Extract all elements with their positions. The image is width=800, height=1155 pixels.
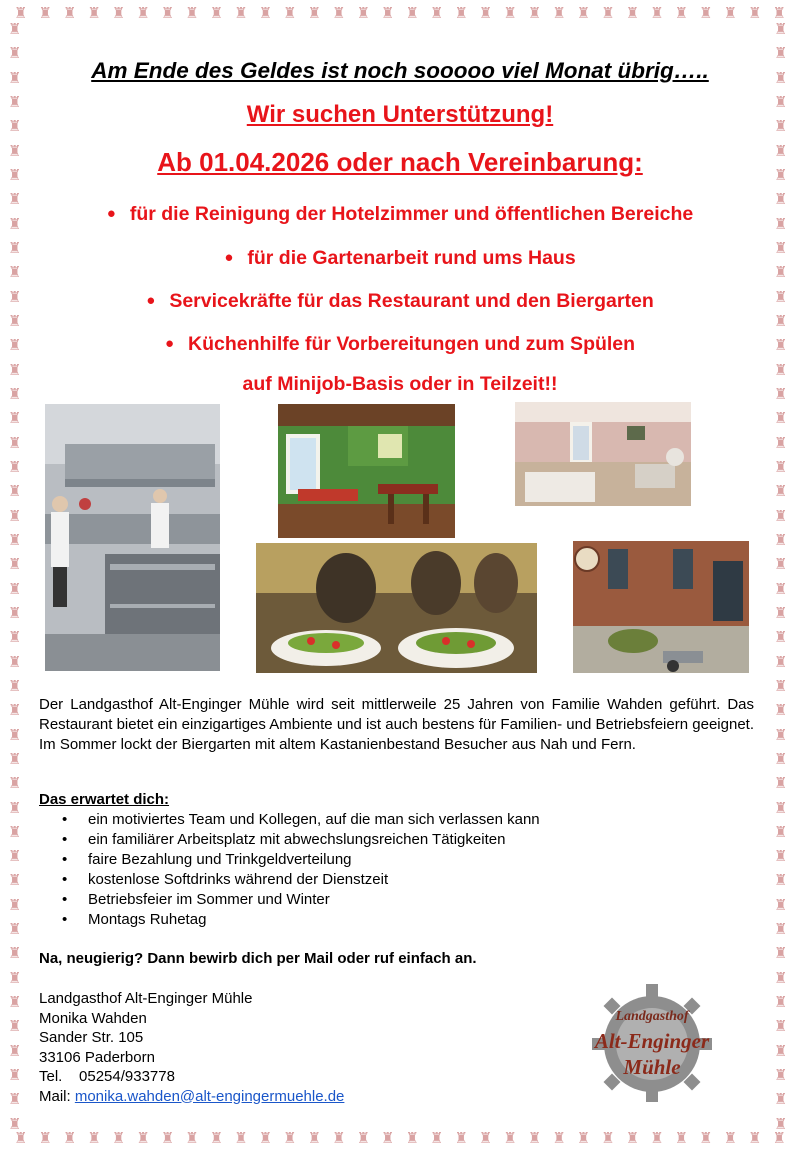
chef-icon: ♜ [774, 994, 788, 1012]
chef-icon: ♜ [8, 580, 22, 598]
job-item-label: für die Reinigung der Hotelzimmer und öffentlichen Bereiche [129, 203, 694, 225]
chef-icon: ♜ [503, 6, 517, 22]
chef-icon: ♜ [774, 799, 788, 817]
chef-icon: ♜ [774, 531, 788, 549]
job-item [30, 290, 770, 313]
chef-icon: ♜ [8, 22, 22, 38]
chef-icon: ♜ [136, 1131, 150, 1147]
chef-icon: ♜ [774, 896, 788, 914]
contact-block [39, 989, 344, 1106]
chef-icon: ♜ [774, 93, 788, 111]
chef-icon: ♜ [478, 1131, 493, 1147]
chef-icon: ♜ [723, 6, 738, 22]
chef-icon: ♜ [774, 823, 788, 841]
benefits-heading: Das erwartet dich: [39, 791, 170, 808]
chef-icon: ♜ [454, 1131, 468, 1147]
job-item-label: für die Gartenarbeit rund ums Haus [247, 247, 576, 269]
building-exterior-photo [573, 541, 749, 673]
logo-line2: Alt-Enginger [594, 1029, 710, 1053]
chef-icon: ♜ [283, 1131, 297, 1147]
chef-icon: ♜ [699, 1131, 713, 1147]
chef-icon: ♜ [8, 1018, 22, 1036]
bullet-icon: ● [146, 292, 156, 309]
chef-icon: ♜ [234, 1131, 248, 1147]
chef-icon: ♜ [674, 6, 689, 22]
chef-icon: ♜ [8, 531, 22, 549]
hotel-room-photo [515, 402, 691, 506]
chef-icon: ♜ [774, 1067, 788, 1085]
chef-icon: ♜ [8, 775, 22, 793]
chef-icon: ♜ [8, 337, 22, 355]
chef-icon: ♜ [160, 6, 175, 22]
chef-icon: ♜ [576, 1131, 591, 1147]
chef-icon: ♜ [356, 6, 371, 22]
chef-icon: ♜ [8, 799, 22, 817]
chef-icon: ♜ [774, 580, 788, 598]
chef-icon: ♜ [38, 1131, 52, 1147]
contact-mail [39, 1087, 344, 1107]
chef-icon: ♜ [185, 1131, 199, 1147]
chef-icon: ♜ [8, 604, 22, 622]
chef-icon: ♜ [774, 726, 788, 744]
job-item-label: Servicekräfte für das Restaurant und den Biergarten [169, 290, 654, 312]
chef-icon: ♜ [62, 6, 77, 22]
chef-icon: ♜ [8, 239, 22, 257]
chef-icon: ♜ [8, 1115, 22, 1132]
chef-icon: ♜ [774, 385, 788, 403]
benefit-item: • ein motiviertes Team und Kollegen, auf die man sich verlassen kann [62, 810, 540, 830]
chef-icon: ♜ [8, 848, 22, 866]
chef-icon: ♜ [774, 166, 788, 184]
chef-icon: ♜ [405, 1131, 419, 1147]
chef-icon: ♜ [748, 6, 762, 22]
benefit-item: • Betriebsfeier im Sommer und Winter [62, 890, 540, 910]
chef-icon: ♜ [527, 6, 542, 22]
chef-icon: ♜ [601, 1131, 615, 1147]
chef-icon: ♜ [8, 1091, 22, 1109]
decorative-border-right [774, 22, 792, 1132]
start-date-heading: Ab 01.04.2026 oder nach Vereinbarung: [157, 147, 643, 177]
chef-icon: ♜ [774, 410, 788, 428]
chef-icon: ♜ [8, 458, 22, 476]
chef-icon: ♜ [8, 896, 22, 914]
chef-icon: ♜ [772, 1131, 786, 1147]
chef-icon: ♜ [8, 750, 22, 768]
decorative-border-bottom [14, 1131, 786, 1149]
chef-icon: ♜ [774, 604, 788, 622]
phone-label: Tel. [39, 1068, 63, 1085]
contact-city: 33106 Paderborn [39, 1048, 155, 1066]
chef-icon: ♜ [8, 166, 22, 184]
chef-icon: ♜ [381, 6, 395, 22]
chef-icon: ♜ [87, 1131, 101, 1147]
chef-icon: ♜ [111, 1131, 126, 1147]
chef-icon: ♜ [650, 6, 664, 22]
intro-paragraph: Der Landgasthof Alt-Enginger Mühle wird seit mittlerweile 25 Jahren von Familie Wahden geführt. Das Restaurant bietet ein einzigartiges Ambiente und ist auch bestens für Familien- und Betriebsfeiern geeignet. Im Sommer lockt der Biergarten mit altem Kastanienbestand Besucher aus Nah und Fern. [39, 696, 754, 753]
chef-icon: ♜ [8, 191, 22, 209]
chef-icon: ♜ [8, 653, 22, 671]
chef-icon: ♜ [429, 6, 444, 22]
chef-icon: ♜ [674, 1131, 689, 1147]
chef-icon: ♜ [8, 410, 22, 428]
chef-icon: ♜ [774, 118, 788, 136]
chef-icon: ♜ [8, 994, 22, 1012]
chef-icon: ♜ [209, 1131, 224, 1147]
chef-icon: ♜ [405, 6, 419, 22]
chef-icon: ♜ [552, 6, 566, 22]
chef-icon: ♜ [87, 6, 101, 22]
mail-link[interactable]: monika.wahden@alt-engingermuehle.de [74, 1087, 345, 1105]
chef-icon: ♜ [8, 823, 22, 841]
contact-phone [39, 1067, 344, 1087]
chef-icon: ♜ [774, 215, 788, 233]
chef-icon: ♜ [774, 312, 788, 330]
chef-icon: ♜ [8, 507, 22, 525]
chef-icon: ♜ [258, 6, 273, 22]
chef-icon: ♜ [356, 1131, 371, 1147]
chef-icon: ♜ [8, 726, 22, 744]
chef-icon: ♜ [8, 556, 22, 574]
job-item [30, 333, 770, 356]
chef-icon: ♜ [8, 312, 22, 330]
chef-icon: ♜ [774, 191, 788, 209]
chef-icon: ♜ [699, 6, 713, 22]
chef-icon: ♜ [160, 1131, 175, 1147]
chef-icon: ♜ [258, 1131, 273, 1147]
chef-icon: ♜ [774, 629, 788, 647]
chef-icon: ♜ [8, 629, 22, 647]
chef-icon: ♜ [8, 434, 22, 452]
chef-icon: ♜ [38, 6, 52, 22]
phone-number: 05254/933778 [79, 1068, 175, 1085]
chef-icon: ♜ [14, 1131, 28, 1147]
chef-icon: ♜ [723, 1131, 738, 1147]
chef-icon: ♜ [307, 6, 322, 22]
bullet-icon: ● [224, 249, 234, 266]
chef-icon: ♜ [552, 1131, 566, 1147]
chef-icon: ♜ [8, 677, 22, 695]
chef-icon: ♜ [774, 69, 788, 87]
chef-icon: ♜ [332, 6, 346, 22]
chef-icon: ♜ [503, 1131, 517, 1147]
logo-line1: Landgasthof [615, 1009, 689, 1024]
chef-icon: ♜ [209, 6, 224, 22]
chef-icon: ♜ [8, 483, 22, 501]
job-item-label: Küchenhilfe für Vorbereitungen und zum Spülen [188, 333, 636, 355]
chef-icon: ♜ [774, 458, 788, 476]
benefit-item: • ein familiärer Arbeitsplatz mit abwechslungsreichen Tätigkeiten [62, 830, 540, 850]
chef-icon: ♜ [307, 1131, 322, 1147]
chef-icon: ♜ [8, 69, 22, 87]
employment-basis: auf Minijob-Basis oder in Teilzeit!! [242, 373, 558, 395]
chef-icon: ♜ [381, 1131, 395, 1147]
chef-icon: ♜ [774, 872, 788, 890]
chef-icon: ♜ [8, 921, 22, 939]
mail-label: Mail: [39, 1087, 71, 1105]
chef-icon: ♜ [774, 556, 788, 574]
chef-icon: ♜ [625, 6, 640, 22]
dining-food-photo [256, 543, 537, 673]
chef-icon: ♜ [774, 361, 788, 379]
benefit-item: • faire Bezahlung und Trinkgeldverteilung [62, 850, 540, 870]
call-to-action: Na, neugierig? Dann bewirb dich per Mail oder ruf einfach an. [39, 950, 477, 967]
chef-icon: ♜ [774, 1018, 788, 1036]
chef-icon: ♜ [8, 872, 22, 890]
chef-icon: ♜ [8, 118, 22, 136]
chef-icon: ♜ [774, 507, 788, 525]
chef-icon: ♜ [774, 1042, 788, 1060]
chef-icon: ♜ [429, 1131, 444, 1147]
chef-icon: ♜ [185, 6, 199, 22]
chef-icon: ♜ [8, 1042, 22, 1060]
benefits-list [62, 810, 540, 930]
chef-icon: ♜ [234, 6, 248, 22]
chef-icon: ♜ [111, 6, 126, 22]
restaurant-photo [278, 404, 455, 538]
chef-icon: ♜ [8, 215, 22, 233]
slogan: Am Ende des Geldes ist noch sooooo viel Monat übrig….. [91, 58, 709, 83]
chef-icon: ♜ [774, 921, 788, 939]
bullet-icon: ● [106, 205, 116, 222]
chef-icon: ♜ [8, 1067, 22, 1085]
chef-icon: ♜ [774, 848, 788, 866]
chef-icon: ♜ [650, 1131, 664, 1147]
chef-icon: ♜ [454, 6, 468, 22]
chef-icon: ♜ [8, 93, 22, 111]
chef-icon: ♜ [774, 483, 788, 501]
chef-icon: ♜ [136, 6, 150, 22]
chef-icon: ♜ [332, 1131, 346, 1147]
chef-icon: ♜ [774, 1115, 788, 1132]
decorative-border-left [8, 22, 26, 1132]
chef-icon: ♜ [748, 1131, 762, 1147]
job-item [30, 203, 770, 226]
chef-icon: ♜ [8, 45, 22, 63]
chef-icon: ♜ [774, 945, 788, 963]
chef-icon: ♜ [774, 1091, 788, 1109]
chef-icon: ♜ [774, 750, 788, 768]
chef-icon: ♜ [774, 775, 788, 793]
benefit-item: • kostenlose Softdrinks während der Dienstzeit [62, 870, 540, 890]
bullet-icon: ● [164, 335, 174, 352]
chef-icon: ♜ [8, 142, 22, 160]
chef-icon: ♜ [601, 6, 615, 22]
chef-icon: ♜ [774, 969, 788, 987]
chef-icon: ♜ [774, 239, 788, 257]
contact-person: Monika Wahden [39, 1009, 147, 1027]
chef-icon: ♜ [8, 361, 22, 379]
chef-icon: ♜ [8, 702, 22, 720]
chef-icon: ♜ [8, 385, 22, 403]
contact-street: Sander Str. 105 [39, 1029, 144, 1046]
contact-company: Landgasthof Alt-Enginger Mühle [39, 990, 253, 1007]
chef-icon: ♜ [14, 6, 28, 22]
chef-icon: ♜ [774, 45, 788, 63]
chef-icon: ♜ [62, 1131, 77, 1147]
chef-icon: ♜ [576, 6, 591, 22]
chef-icon: ♜ [774, 264, 788, 282]
company-logo [582, 982, 722, 1102]
chef-icon: ♜ [283, 6, 297, 22]
kitchen-photo [45, 404, 220, 671]
headline: Wir suchen Unterstützung! [246, 101, 554, 128]
decorative-border-top [14, 6, 786, 24]
chef-icon: ♜ [774, 337, 788, 355]
benefit-item: • Montags Ruhetag [62, 910, 540, 930]
chef-icon: ♜ [478, 6, 493, 22]
chef-icon: ♜ [774, 702, 788, 720]
chef-icon: ♜ [774, 142, 788, 160]
chef-icon: ♜ [774, 677, 788, 695]
chef-icon: ♜ [8, 945, 22, 963]
chef-icon: ♜ [8, 288, 22, 306]
chef-icon: ♜ [527, 1131, 542, 1147]
chef-icon: ♜ [772, 6, 786, 22]
chef-icon: ♜ [774, 288, 788, 306]
chef-icon: ♜ [774, 434, 788, 452]
chef-icon: ♜ [774, 22, 788, 38]
chef-icon: ♜ [774, 653, 788, 671]
logo-line3: Mühle [623, 1055, 681, 1079]
chef-icon: ♜ [8, 969, 22, 987]
job-item [30, 247, 770, 270]
chef-icon: ♜ [625, 1131, 640, 1147]
chef-icon: ♜ [8, 264, 22, 282]
